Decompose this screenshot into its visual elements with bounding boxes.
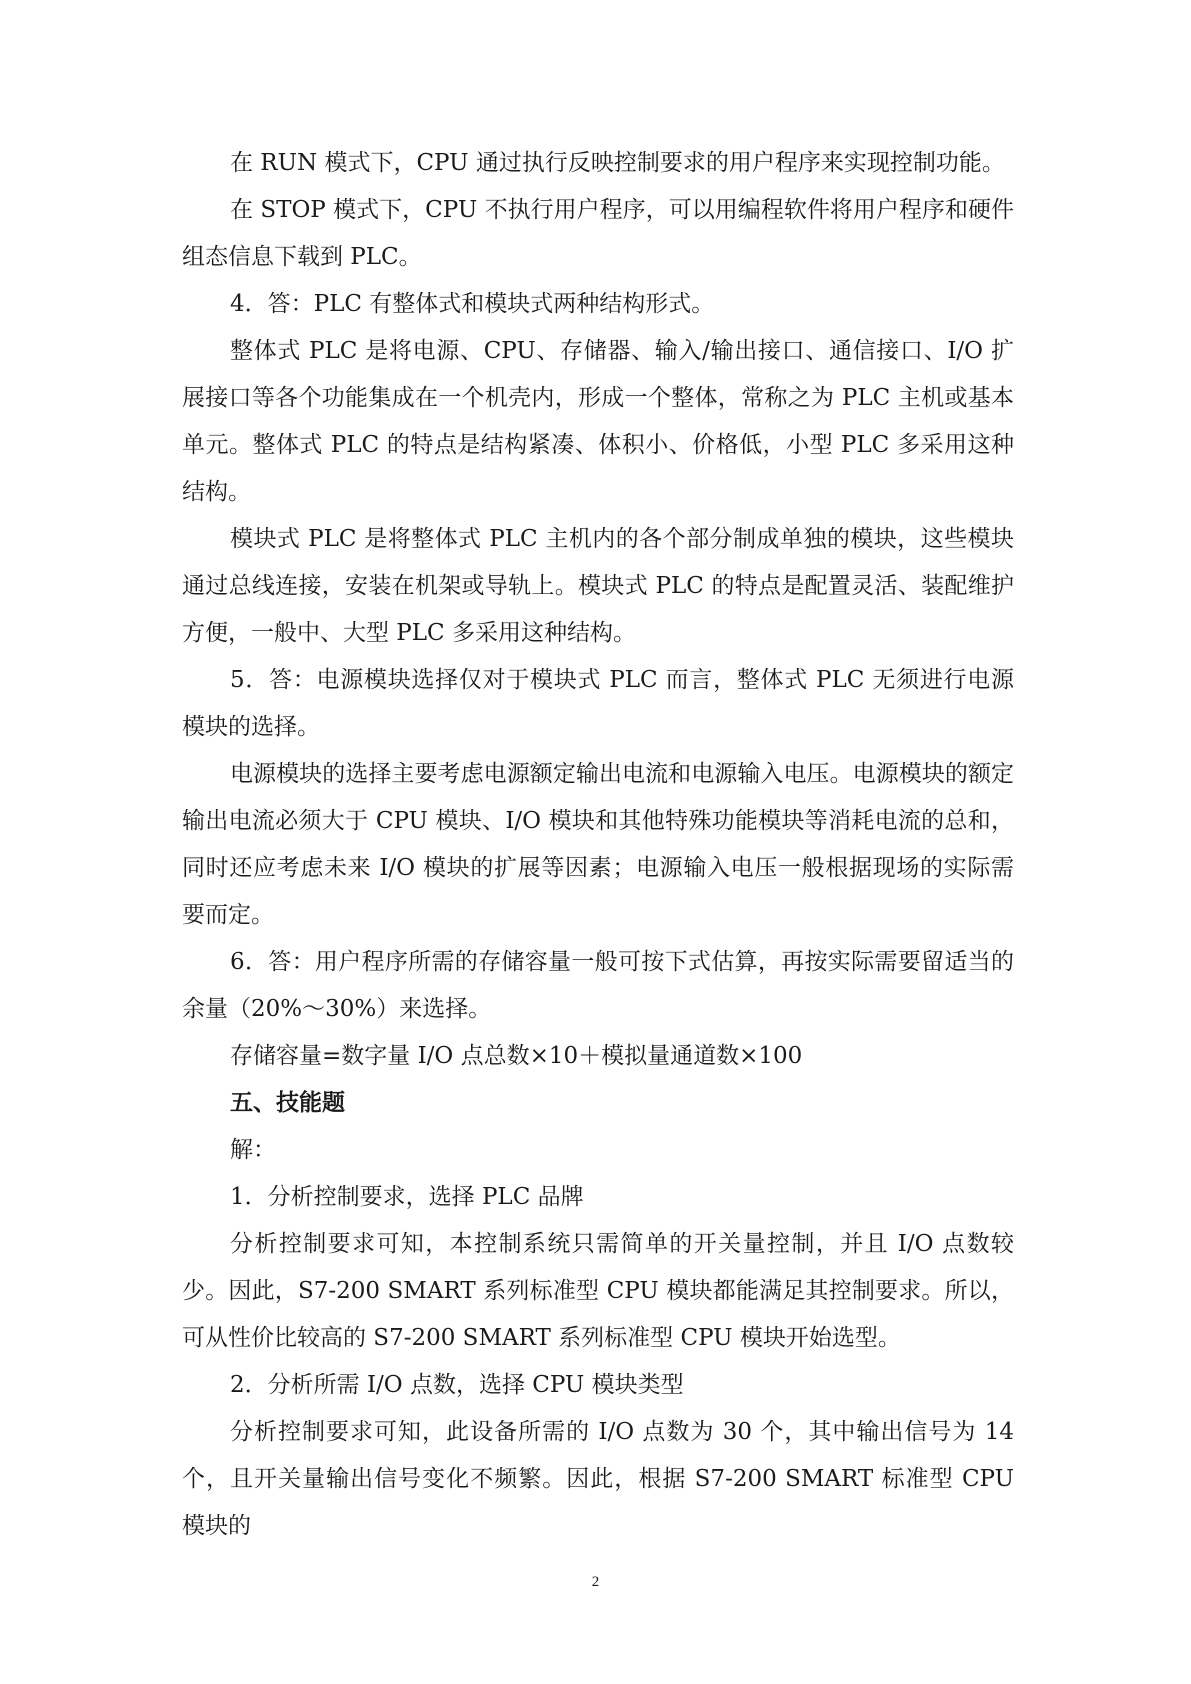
paragraph-step-2-body: 分析控制要求可知，此设备所需的 I/O 点数为 30 个，其中输出信号为 14 个，且开关量输出信号变化不频繁。因此，根据 S7-200 SMART 标准型 CPU 模块的 bbox=[182, 1419, 1014, 1539]
paragraph-step-1-body: 分析控制要求可知，本控制系统只需简单的开关量控制，并且 I/O 点数较少。因此，S7-200 SMART 系列标准型 CPU 模块都能满足其控制要求。所以，可从性价比较高的 S7-200 SMART 系列标准型 CPU 模块开始选型。 bbox=[182, 1231, 1014, 1351]
paragraph-modular-plc: 模块式 PLC 是将整体式 PLC 主机内的各个部分制成单独的模块，这些模块通过总线连接，安装在机架或导轨上。模块式 PLC 的特点是配置灵活、装配维护方便，一般中、大型 PLC 多采用这种结构。 bbox=[182, 526, 1014, 646]
paragraph-step-1-title: 1．分析控制要求，选择 PLC 品牌 bbox=[230, 1184, 584, 1210]
section-heading: 五、技能题 bbox=[230, 1090, 345, 1116]
paragraph-step-2-title: 2．分析所需 I/O 点数，选择 CPU 模块类型 bbox=[230, 1372, 684, 1398]
paragraph-answer-6: 6．答：用户程序所需的存储容量一般可按下式估算，再按实际需要留适当的余量（20%～30%）来选择。 bbox=[182, 949, 1014, 1022]
paragraph-storage-formula: 存储容量=数字量 I/O 点总数×10＋模拟量通道数×100 bbox=[230, 1043, 803, 1069]
paragraph-run-mode: 在 RUN 模式下，CPU 通过执行反映控制要求的用户程序来实现控制功能。 bbox=[230, 150, 1005, 176]
paragraph-solution-label: 解： bbox=[230, 1137, 276, 1163]
page-number: 2 bbox=[591, 1574, 600, 1590]
paragraph-power-module: 电源模块的选择主要考虑电源额定输出电流和电源输入电压。电源模块的额定输出电流必须大于 CPU 模块、I/O 模块和其他特殊功能模块等消耗电流的总和，同时还应考虑未来 I/O 模块的扩展等因素；电源输入电压一般根据现场的实际需要而定。 bbox=[182, 761, 1014, 928]
paragraph-answer-5: 5．答：电源模块选择仅对于模块式 PLC 而言，整体式 PLC 无须进行电源模块的选择。 bbox=[182, 667, 1014, 740]
paragraph-answer-4: 4．答：PLC 有整体式和模块式两种结构形式。 bbox=[230, 291, 715, 317]
paragraph-stop-mode: 在 STOP 模式下，CPU 不执行用户程序，可以用编程软件将用户程序和硬件组态信息下载到 PLC。 bbox=[182, 197, 1014, 270]
paragraph-integral-plc: 整体式 PLC 是将电源、CPU、存储器、输入/输出接口、通信接口、I/O 扩展接口等各个功能集成在一个机壳内，形成一个整体，常称之为 PLC 主机或基本单元。整体式 PLC 的特点是结构紧凑、体积小、价格低，小型 PLC 多采用这种结构。 bbox=[182, 338, 1014, 505]
document-body bbox=[182, 140, 1014, 1550]
